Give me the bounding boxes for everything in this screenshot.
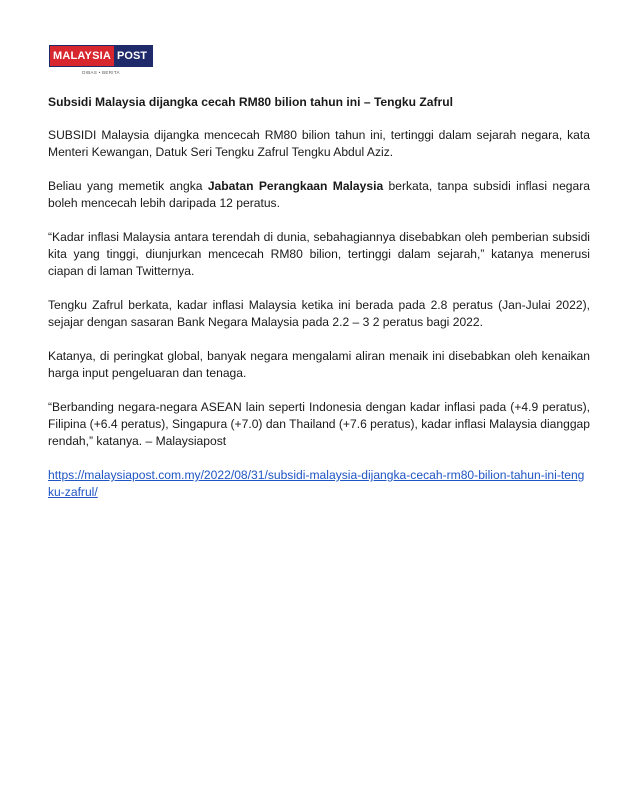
paragraph-4: Tengku Zafrul berkata, kadar inflasi Malaysia ketika ini berada pada 2.8 peratus (Jan-Julai 2022), sejajar dengan sasaran Bank Negara Malaysia pada 2.2 – 3 2 peratus bagi 2022. (48, 298, 590, 329)
logo-bar (49, 45, 153, 67)
paragraph-1: SUBSIDI Malaysia dijangka mencecah RM80 bilion tahun ini, tertinggi dalam sejarah negara, kata Menteri Kewangan, Datuk Seri Tengku Zafrul Tengku Abdul Aziz. (48, 128, 590, 159)
logo-tagline: DIBAS • BERITA (82, 70, 120, 75)
paragraph-2-end: berkata, tanpa subsidi inflasi negara boleh mencecah lebih daripada 12 peratus. (48, 179, 590, 210)
logo-right-text: POST (114, 46, 152, 66)
source-link[interactable]: https://malaysiapost.com.my/2022/08/31/subsidi-malaysia-dijangka-cecah-rm80-bilion-tahun-ini-tengku-zafrul/ (48, 468, 585, 499)
paragraph-5: Katanya, di peringkat global, banyak negara mengalami aliran menaik ini disebabkan oleh kenaikan harga input pengeluaran dan tenaga. (48, 349, 590, 380)
logo-left-text: MALAYSIA (50, 46, 114, 66)
paragraph-2-start: Beliau yang memetik angka (48, 179, 208, 193)
paragraph-2 (48, 178, 590, 212)
article-body (48, 94, 590, 518)
paragraph-3: “Kadar inflasi Malaysia antara terendah di dunia, sebahagiannya disebabkan oleh pemberian subsidi kita yang tinggi, diunjurkan mencecah RM80 bilion, tertinggi dalam sejarah,” katanya menerusi ciapan di laman Twitternya. (48, 230, 590, 278)
malaysia-post-logo (49, 45, 153, 77)
paragraph-2-bold: Jabatan Perangkaan Malaysia (207, 179, 384, 193)
paragraph-6: “Berbanding negara-negara ASEAN lain seperti Indonesia dengan kadar inflasi pada (+4.9 peratus), Filipina (+6.4 peratus), Singapura (+7.0) dan Thailand (+7.6 peratus), kadar inflasi Malaysia dianggap rendah,” katanya. – Malaysiapost (48, 400, 590, 448)
article-headline: Subsidi Malaysia dijangka cecah RM80 bilion tahun ini – Tengku Zafrul (48, 95, 453, 109)
